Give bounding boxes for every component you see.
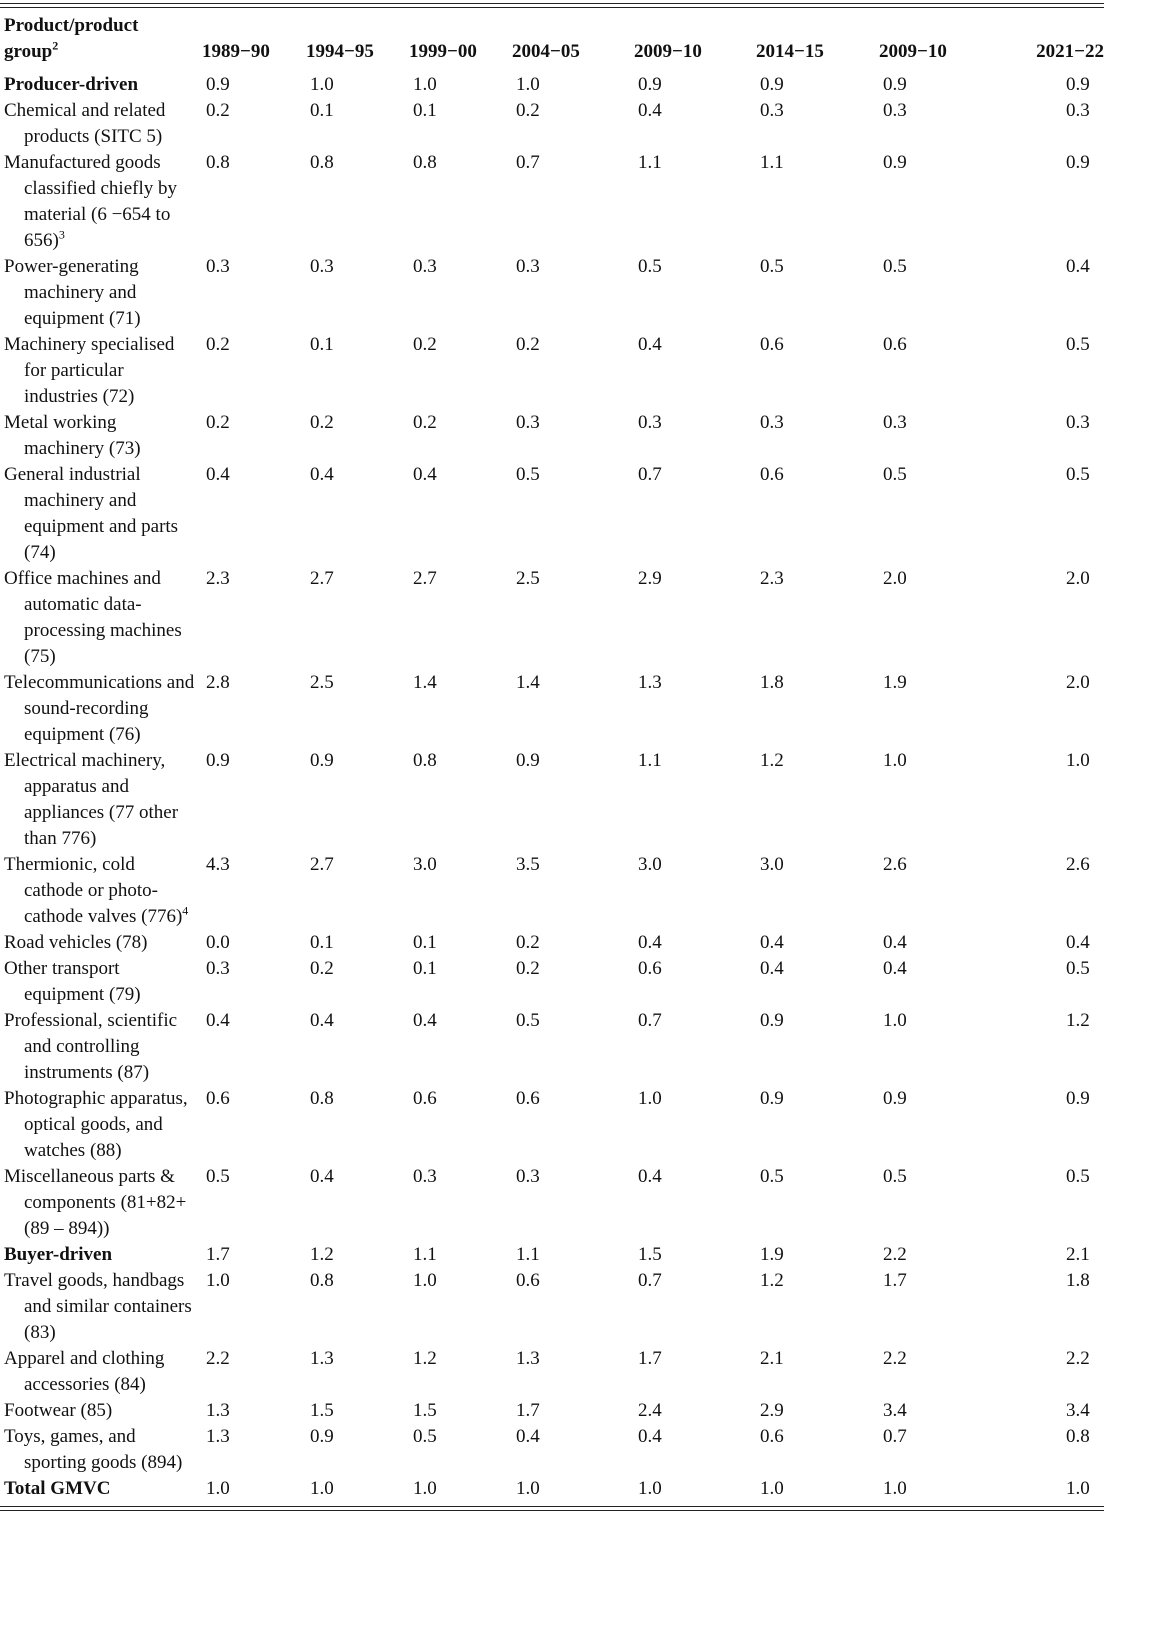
table-cell: 0.2 [413,412,437,433]
row-label [0,1424,202,1476]
table-cell: 0.4 [638,1426,662,1447]
row-label-text: Manufactured goods classified chiefly by material (6 −654 to 656)$^3$ [4,152,178,251]
table-cell: 1.0 [638,1478,662,1499]
table-cell: 0.2 [516,100,540,121]
column-header-year: 2021−22 [1036,41,1104,62]
table-cell: 0.8 [413,750,437,771]
table-cell: 0.9 [310,750,334,771]
table-cell: 0.3 [760,100,784,121]
row-label [0,566,202,670]
row-label-text: Buyer-driven [4,1244,113,1265]
table-cell: 2.4 [638,1400,662,1421]
table-cell: 0.5 [516,1010,540,1031]
table-group-row [0,1242,1104,1268]
table-cell: 0.9 [883,152,907,173]
table-cell: 0.6 [760,334,784,355]
row-label [0,1476,202,1502]
table-cell: 0.8 [206,152,230,173]
table-cell: 0.9 [1066,152,1090,173]
row-label-text: Machinery specialised for particular industries (72) [4,334,175,407]
table-cell: 1.2 [1066,1010,1090,1031]
table-cell: 1.0 [413,1270,437,1291]
table-row [0,956,1104,1008]
table-cell: 0.4 [638,1166,662,1187]
table-cell: 0.5 [413,1426,437,1447]
table-row [0,748,1104,852]
table-cell: 1.0 [883,750,907,771]
table-cell: 1.1 [516,1244,540,1265]
column-header-year: 2009−10 [634,41,702,62]
table-cell: 0.8 [413,152,437,173]
table-cell: 0.2 [206,412,230,433]
table-cell: 0.4 [1066,256,1090,277]
table-cell: 0.9 [1066,1088,1090,1109]
table-cell: 0.4 [310,464,334,485]
table-cell: 2.0 [883,568,907,589]
table-cell: 0.5 [883,464,907,485]
row-label [0,930,202,956]
table-cell: 0.1 [310,932,334,953]
table-cell: 0.6 [883,334,907,355]
table-cell: 2.7 [310,568,334,589]
row-label [0,72,202,98]
table-cell: 0.3 [206,958,230,979]
table-cell: 0.4 [1066,932,1090,953]
table-cell: 2.8 [206,672,230,693]
table-cell: 1.9 [883,672,907,693]
table-row [0,1268,1104,1346]
table-cell: 0.9 [1066,74,1090,95]
table-cell: 2.5 [310,672,334,693]
table-row [0,1008,1104,1086]
row-label-text: Apparel and clothing accessories (84) [4,1348,165,1395]
row-label-text: Road vehicles (78) [4,932,148,953]
table-cell: 1.4 [516,672,540,693]
column-header-year: 2009−10 [879,41,947,62]
table-cell: 0.2 [206,100,230,121]
table-row [0,1424,1104,1476]
table-cell: 1.0 [516,74,540,95]
table-row [0,852,1104,930]
column-header-year: 1994−95 [306,41,374,62]
row-label-text: Professional, scientific and controlling instruments (87) [4,1010,178,1083]
table-cell: 0.4 [413,1010,437,1031]
row-label [0,98,202,150]
table-cell: 0.7 [638,1270,662,1291]
table-cell: 1.0 [1066,1478,1090,1499]
table-cell: 0.4 [310,1166,334,1187]
table-cell: 0.6 [760,464,784,485]
table-cell: 1.2 [310,1244,334,1265]
row-label-text: Footwear (85) [4,1400,113,1421]
table-cell: 0.3 [413,1166,437,1187]
table-cell: 0.0 [206,932,230,953]
top-rule [0,3,1104,4]
table-cell: 0.9 [883,74,907,95]
table-cell: 0.3 [516,256,540,277]
table-row [0,1164,1104,1242]
table-cell: 0.9 [310,1426,334,1447]
table-cell: 1.0 [883,1478,907,1499]
table-cell: 0.2 [516,334,540,355]
table-cell: 0.1 [310,334,334,355]
table-cell: 0.5 [760,256,784,277]
table-cell: 0.2 [516,932,540,953]
row-label [0,254,202,332]
table-cell: 1.0 [310,1478,334,1499]
table-cell: 3.4 [1066,1400,1090,1421]
table-cell: 0.3 [760,412,784,433]
table-cell: 3.5 [516,854,540,875]
table-row [0,150,1104,254]
row-label [0,1398,202,1424]
table-cell: 0.9 [760,74,784,95]
table-cell: 0.9 [760,1088,784,1109]
table-cell: 0.3 [1066,100,1090,121]
table-cell: 0.7 [638,1010,662,1031]
table-cell: 0.9 [206,750,230,771]
table-cell: 2.3 [760,568,784,589]
row-label-text: Telecommunications and sound-recording equipment (76) [4,672,195,745]
table-cell: 1.1 [638,152,662,173]
table-cell: 0.9 [883,1088,907,1109]
table-cell: 1.0 [760,1478,784,1499]
table-cell: 0.6 [638,958,662,979]
table-row [0,1398,1104,1424]
table-cell: 0.6 [206,1088,230,1109]
row-label-text: Chemical and related products (SITC 5) [4,100,166,147]
table-cell: 0.5 [1066,334,1090,355]
row-label [0,1242,202,1268]
table-cell: 1.8 [760,672,784,693]
table-cell: 0.2 [206,334,230,355]
table-cell: 0.4 [638,334,662,355]
table-cell: 0.9 [760,1010,784,1031]
product-label-line1: Product/product [4,15,139,36]
table-cell: 1.1 [413,1244,437,1265]
table-cell: 0.5 [516,464,540,485]
table-body [0,72,1104,1502]
table-cell: 0.3 [1066,412,1090,433]
table-cell: 0.4 [516,1426,540,1447]
table-row [0,1346,1104,1398]
table-cell: 1.3 [206,1400,230,1421]
table-cell: 1.5 [638,1244,662,1265]
table-group-row [0,72,1104,98]
row-label [0,1346,202,1398]
table-cell: 0.4 [206,464,230,485]
row-label [0,150,202,254]
table-cell: 1.0 [413,1478,437,1499]
row-label [0,956,202,1008]
table-cell: 0.8 [310,1088,334,1109]
table-cell: 0.3 [516,1166,540,1187]
table-cell: 0.9 [516,750,540,771]
table-cell: 2.1 [760,1348,784,1369]
table-cell: 1.0 [206,1478,230,1499]
row-label [0,462,202,566]
table-cell: 0.3 [413,256,437,277]
table-cell: 1.2 [413,1348,437,1369]
table-cell: 2.2 [883,1348,907,1369]
table-cell: 2.6 [1066,854,1090,875]
table-cell: 0.7 [883,1426,907,1447]
table-cell: 1.1 [638,750,662,771]
table-cell: 0.5 [1066,958,1090,979]
row-label [0,1008,202,1086]
data-table [0,13,1104,1502]
column-header-year: 2014−15 [756,41,824,62]
table-cell: 0.2 [310,412,334,433]
table-cell: 0.4 [413,464,437,485]
row-label-text: Other transport equipment (79) [4,958,141,1005]
header-row [0,13,1104,72]
table-cell: 1.2 [760,1270,784,1291]
table-cell: 1.0 [1066,750,1090,771]
table-cell: 0.4 [760,932,784,953]
column-header-year: 1999−00 [409,41,477,62]
table-cell: 3.0 [760,854,784,875]
table-row [0,566,1104,670]
table-row [0,1086,1104,1164]
table-cell: 4.3 [206,854,230,875]
table-cell: 0.1 [413,100,437,121]
table-cell: 2.2 [1066,1348,1090,1369]
table-cell: 3.4 [883,1400,907,1421]
table-cell: 0.4 [638,932,662,953]
table-cell: 0.8 [310,152,334,173]
table-cell: 1.5 [310,1400,334,1421]
row-label-text: Electrical machinery, apparatus and appliances (77 other than 776) [4,750,179,849]
table-cell: 1.3 [206,1426,230,1447]
table-cell: 2.3 [206,568,230,589]
row-label [0,1268,202,1346]
table-cell: 0.6 [760,1426,784,1447]
row-label-text: Photographic apparatus, optical goods, and watches (88) [4,1088,188,1161]
column-header-year: 2004−05 [512,41,580,62]
table-cell: 0.4 [638,100,662,121]
table-cell: 1.8 [1066,1270,1090,1291]
table-cell: 2.9 [638,568,662,589]
table-cell: 2.2 [883,1244,907,1265]
table-cell: 2.7 [413,568,437,589]
row-label-text: Producer-driven [4,74,139,95]
table-cell: 2.0 [1066,568,1090,589]
table-cell: 1.5 [413,1400,437,1421]
table-cell: 1.0 [310,74,334,95]
table-cell: 0.5 [1066,464,1090,485]
table-group-row [0,1476,1104,1502]
table-cell: 1.1 [760,152,784,173]
table-cell: 2.6 [883,854,907,875]
table-cell: 0.2 [413,334,437,355]
table-cell: 0.7 [638,464,662,485]
table-cell: 1.9 [760,1244,784,1265]
bottom-rule-inner [0,1510,1104,1511]
table-cell: 1.7 [516,1400,540,1421]
row-label-text: Total GMVC [4,1478,111,1499]
table-cell: 1.7 [883,1270,907,1291]
row-label-text: Toys, games, and sporting goods (894) [4,1426,183,1473]
row-label [0,852,202,930]
table-cell: 0.5 [760,1166,784,1187]
table-cell: 0.5 [206,1166,230,1187]
table-cell: 2.5 [516,568,540,589]
table-cell: 1.7 [638,1348,662,1369]
table-cell: 0.3 [516,412,540,433]
table-cell: 0.4 [760,958,784,979]
table-row [0,670,1104,748]
column-header-product [0,13,202,72]
table-cell: 0.3 [883,412,907,433]
bottom-rule [0,1506,1104,1507]
table-cell: 1.0 [638,1088,662,1109]
table-cell: 0.2 [310,958,334,979]
table-cell: 2.7 [310,854,334,875]
table-row [0,462,1104,566]
row-label [0,332,202,410]
table-cell: 0.1 [413,958,437,979]
table-cell: 1.3 [310,1348,334,1369]
table-cell: 0.3 [638,412,662,433]
table-cell: 3.0 [638,854,662,875]
table-cell: 0.8 [310,1270,334,1291]
table-row [0,332,1104,410]
table-cell: 0.3 [883,100,907,121]
table-cell: 0.5 [638,256,662,277]
row-label-text: Thermionic, cold cathode or photo-cathode valves $(776)^4$ [4,854,189,927]
table-cell: 1.0 [883,1010,907,1031]
table-cell: 1.3 [516,1348,540,1369]
table-cell: 0.8 [1066,1426,1090,1447]
table-row [0,254,1104,332]
table-row [0,930,1104,956]
table-cell: 1.2 [760,750,784,771]
table-cell: 0.6 [413,1088,437,1109]
table-cell: 1.3 [638,672,662,693]
row-label-text: General industrial machinery and equipment and parts (74) [4,464,179,563]
table-cell: 1.4 [413,672,437,693]
table-cell: 1.7 [206,1244,230,1265]
row-label-text: Power-generating machinery and equipment (71) [4,256,141,329]
table-cell: 0.3 [206,256,230,277]
table-cell: 0.6 [516,1088,540,1109]
table-row [0,410,1104,462]
table-cell: 0.5 [883,256,907,277]
table-cell: 0.3 [310,256,334,277]
table-cell: 0.6 [516,1270,540,1291]
table-cell: 0.5 [883,1166,907,1187]
table-cell: 0.2 [516,958,540,979]
table-cell: 0.1 [413,932,437,953]
row-label [0,410,202,462]
row-label [0,748,202,852]
table-cell: 0.4 [883,958,907,979]
table-cell: 0.9 [638,74,662,95]
row-label [0,670,202,748]
column-header-year: 1989−90 [202,41,270,62]
table-row [0,98,1104,150]
footnote-marker: 4 [182,903,189,918]
table-cell: 1.0 [413,74,437,95]
table-cell: 2.9 [760,1400,784,1421]
row-label-text: Miscellaneous parts & components (81+82+ (89 – 894)) [4,1166,187,1239]
table-cell: 2.0 [1066,672,1090,693]
row-label-text: Office machines and automatic data-processing machines (75) [4,568,182,667]
footnote-marker: 2 [52,38,59,53]
row-label-text: Metal working machinery (73) [4,412,141,459]
top-rule-inner [0,7,1104,8]
table-cell: 0.1 [310,100,334,121]
table-cell: 1.0 [516,1478,540,1499]
row-label-text: Travel goods, handbags and similar containers (83) [4,1270,192,1343]
table-cell: 0.4 [883,932,907,953]
table-cell: 2.2 [206,1348,230,1369]
table-cell: 3.0 [413,854,437,875]
footnote-marker: 3 [58,227,65,242]
product-label-line2: group [4,41,53,62]
table-cell: 0.5 [1066,1166,1090,1187]
table-cell: 1.0 [206,1270,230,1291]
table-cell: 2.1 [1066,1244,1090,1265]
table-cell: 0.4 [206,1010,230,1031]
table-cell: 0.7 [516,152,540,173]
table-cell: 0.4 [310,1010,334,1031]
row-label [0,1164,202,1242]
row-label [0,1086,202,1164]
table-cell: 0.9 [206,74,230,95]
